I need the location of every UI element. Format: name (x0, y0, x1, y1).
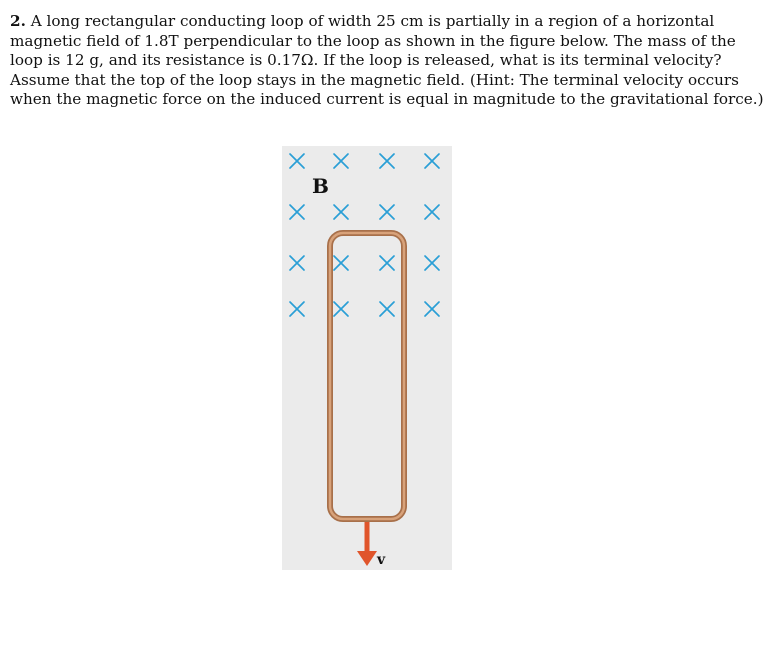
problem-statement (10, 12, 766, 110)
velocity-label: v (377, 552, 386, 568)
magnetic-field-figure (282, 146, 452, 570)
figure-background (282, 146, 452, 570)
problem-number: 2. (10, 12, 26, 30)
field-label: B (312, 174, 329, 198)
problem-text: A long rectangular conducting loop of width 25 cm is partially in a region of a horizontal magnetic field of 1.8T perpendicular to the loop as shown in the figure below. The mass of the loop is 12 g, and its resistance is 0.17Ω. If the loop is released, what is its terminal velocity? Assume that the top of the loop stays in the magnetic field. (Hint: The terminal velocity occurs when the magnetic force on the induced current is equal in magnitude to the gravitational force.) (10, 12, 764, 108)
